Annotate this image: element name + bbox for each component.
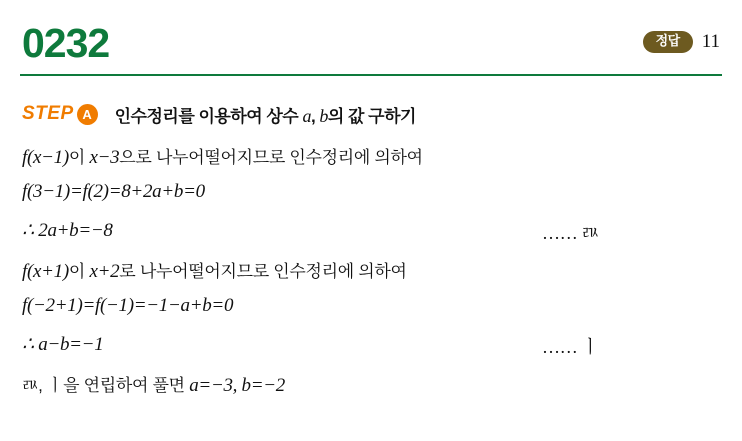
step-heading: [22, 101, 416, 127]
line-math-2: a=−3, b=−2: [189, 375, 286, 396]
solution-line: [22, 371, 722, 409]
page-header: [0, 0, 742, 78]
equation-tag: …… ㅣ: [542, 337, 599, 357]
solution-line: [22, 295, 722, 333]
answer-value: 11: [701, 31, 720, 52]
step-badge-a: A: [77, 104, 98, 125]
line-math-1: f(−2+1)=f(−1)=−1−a+b=0: [22, 295, 234, 316]
step-keyword: STEP: [22, 103, 74, 124]
header-divider: [20, 74, 722, 76]
step-title: [115, 102, 416, 127]
problem-number: 0232: [22, 20, 110, 66]
solution-line: [22, 143, 722, 181]
line-text-1: ㅩ, ㅣ을 연립하여 풀면: [22, 376, 190, 395]
line-text-2: 로 나누어떨어지므로 인수정리에 의하여: [119, 262, 407, 281]
line-math-1: ∴ 2a+b=−8: [22, 220, 113, 241]
line-text-1: 이: [68, 148, 90, 167]
line-math-2: x−3: [89, 147, 120, 168]
solution-body: [22, 143, 722, 409]
step-title-suffix: 의 값 구하기: [327, 106, 416, 126]
solution-line: [22, 219, 722, 257]
line-math-1: f(3−1)=f(2)=8+2a+b=0: [22, 181, 205, 202]
line-text-2: 으로 나누어떨어지므로 인수정리에 의하여: [119, 148, 423, 167]
step-title-var-b: b: [319, 105, 328, 126]
solution-line: [22, 181, 722, 219]
line-math-1: f(x+1): [22, 261, 69, 282]
answer-group: [643, 31, 720, 53]
answer-badge: 정답: [643, 31, 693, 52]
step-title-comma: ,: [310, 106, 320, 126]
step-title-prefix: 인수정리를 이용하여 상수: [114, 106, 303, 126]
line-math-2: x+2: [89, 261, 120, 282]
solution-line: [22, 333, 722, 371]
solution-line: [22, 257, 722, 295]
line-text-1: 이: [68, 262, 90, 281]
equation-tag: …… ㅩ: [542, 223, 599, 243]
step-title-var-a: a: [302, 105, 311, 126]
line-math-1: f(x−1): [22, 147, 69, 168]
line-math-1: ∴ a−b=−1: [22, 334, 104, 355]
